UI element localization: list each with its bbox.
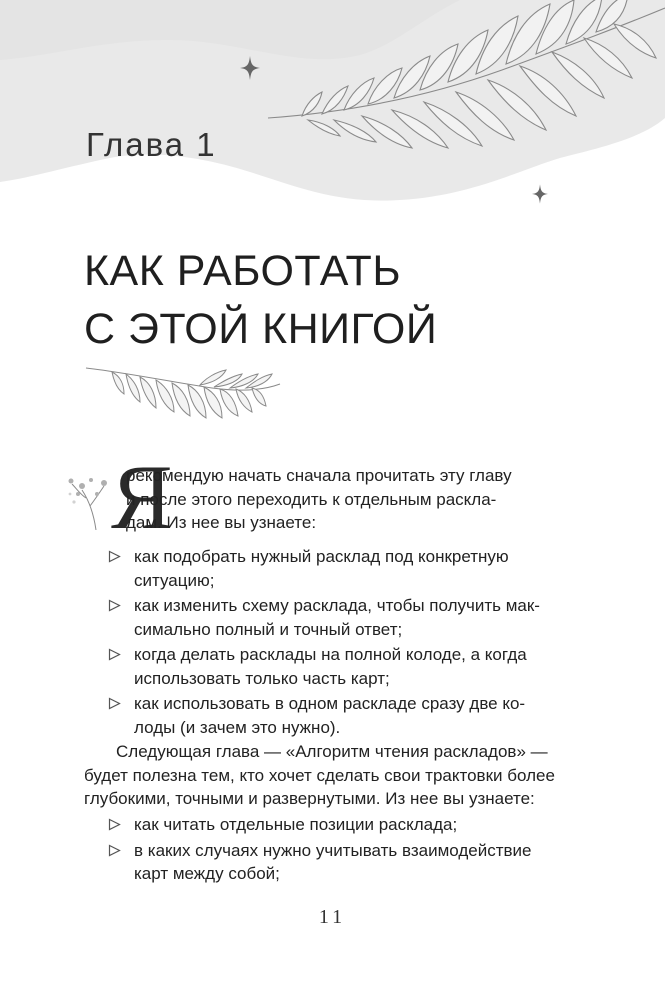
text-line: лоды (и зачем это нужно).	[134, 717, 341, 737]
triangle-outline-icon	[108, 599, 121, 612]
triangle-outline-icon	[108, 648, 121, 661]
text-line: карт между собой;	[134, 864, 280, 883]
text-line: дам. Из нее вы узнаете:	[126, 513, 317, 532]
text-line: симально полный и точный ответ;	[134, 619, 403, 639]
text-line: и после этого переходить к отдельным раскла-	[126, 489, 497, 509]
text-line: как изменить схему расклада, чтобы получить мак-	[134, 596, 540, 615]
triangle-outline-icon	[108, 550, 121, 563]
triangle-outline-icon	[108, 844, 121, 857]
text-line: в каких случаях нужно учитывать взаимодействие	[134, 840, 532, 860]
chapter-title-line: С ЭТОЙ КНИГОЙ	[84, 305, 438, 353]
bullet-list	[108, 813, 558, 888]
list-item	[108, 813, 558, 837]
text-line: когда делать расклады на полной колоде, а когда	[134, 645, 527, 664]
chapter-title-line: КАК РАБОТАТЬ	[84, 247, 402, 295]
text-line: Следующая глава — «Алгоритм чтения раскладов» —	[116, 742, 548, 761]
list-item	[108, 839, 558, 886]
text-line: как подобрать нужный расклад под конкретную	[134, 547, 509, 566]
text-line: будет полезна тем, кто хочет сделать свои трактовки более	[84, 765, 555, 785]
list-item	[108, 692, 558, 739]
list-item	[108, 594, 558, 641]
list-item	[108, 545, 558, 592]
text-line: ситуацию;	[134, 570, 215, 590]
drop-cap: Я	[111, 446, 173, 548]
list-item	[108, 643, 558, 690]
page-number: 11	[318, 906, 347, 928]
text-line: как читать отдельные позиции расклада;	[134, 815, 458, 834]
four-point-star-icon	[532, 184, 548, 204]
text-line: рекомендую начать сначала прочитать эту главу	[126, 466, 512, 485]
chapter-title	[84, 242, 437, 358]
bullet-list	[108, 545, 558, 741]
fern-leaf-icon	[82, 362, 282, 424]
four-point-star-icon	[240, 56, 260, 80]
text-line: использовать только часть карт;	[134, 668, 390, 688]
triangle-outline-icon	[108, 818, 121, 831]
triangle-outline-icon	[108, 697, 121, 710]
intro-paragraph	[126, 464, 556, 535]
fern-leaf-icon	[262, 0, 665, 160]
text-line: как использовать в одном раскладе сразу две ко-	[134, 694, 526, 713]
text-line: глубокими, точными и развернутыми. Из нее вы узнаете:	[84, 789, 535, 808]
body-paragraph	[84, 740, 564, 811]
chapter-label: Глава 1	[86, 126, 217, 163]
berry-sprig-icon	[66, 472, 108, 530]
